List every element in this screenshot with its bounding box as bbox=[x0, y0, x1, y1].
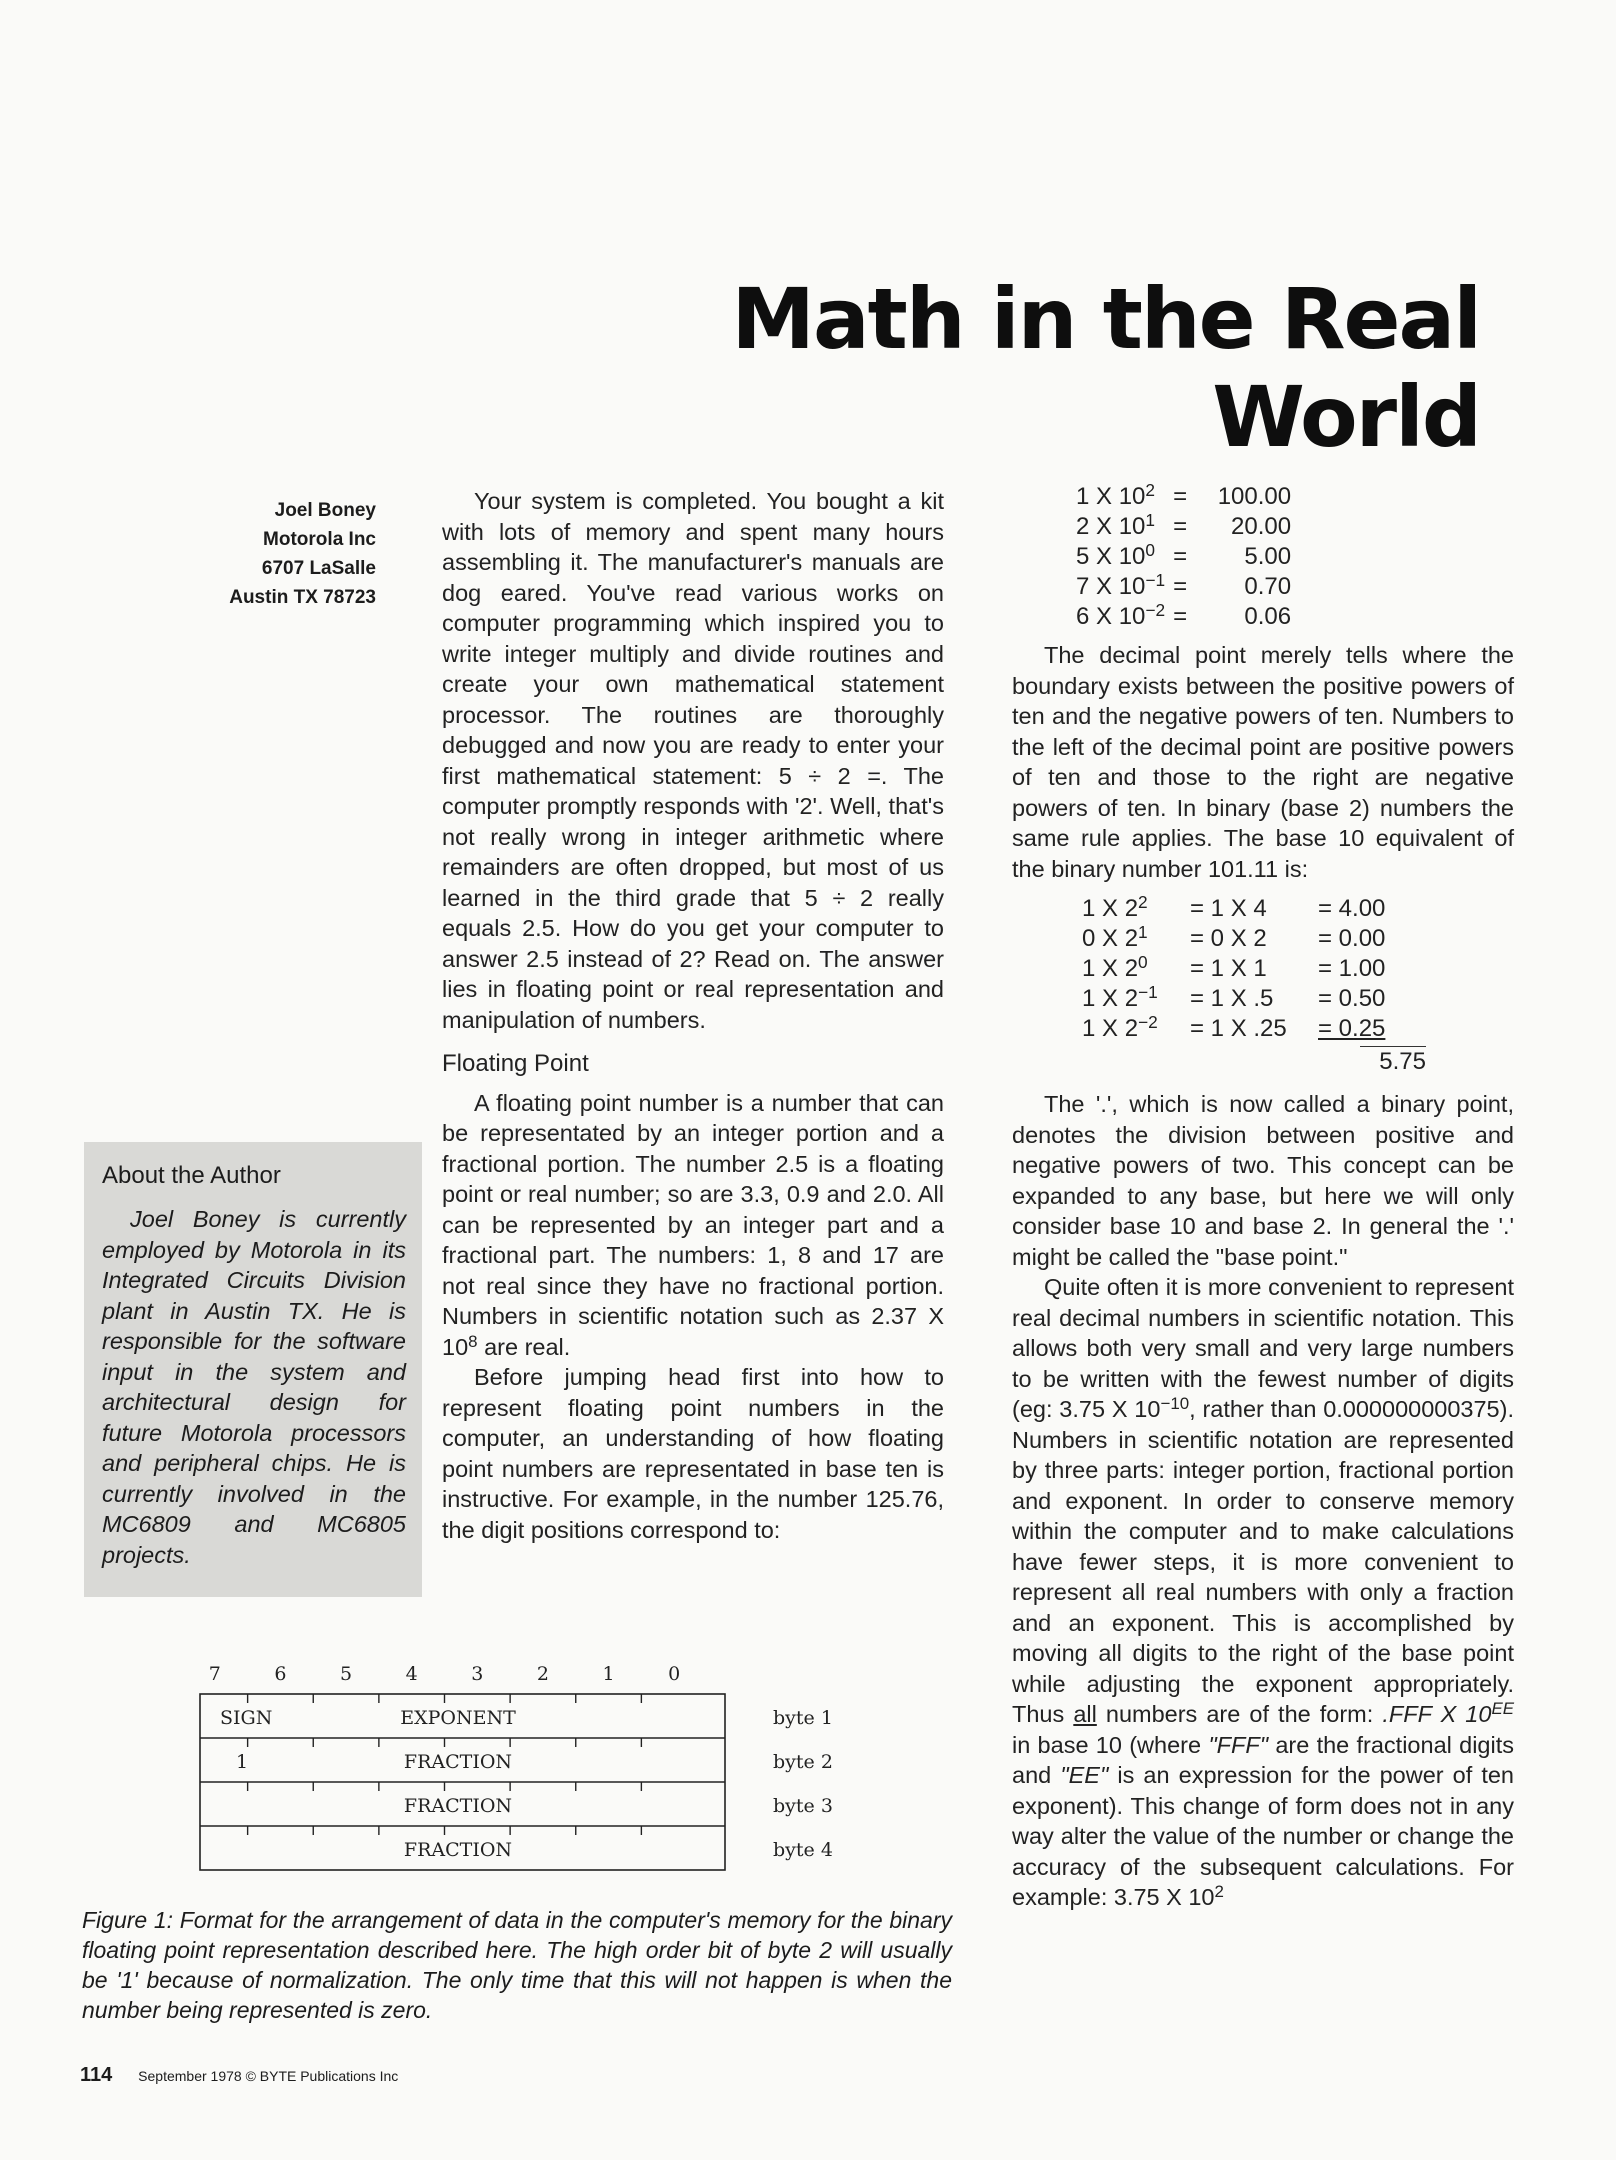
decimal-row: 5 X $10^0$ = 5.00 bbox=[1076, 540, 1292, 570]
binary-point-paragraph: The '.', which is now called a binary point, denotes the division between positive and negative powers of two. This concept can be expanded to any base, but here we will only consider base 10 and base 2. In general the '.' might be called the "base point." bbox=[1012, 1091, 1514, 1270]
row-field-label: FRACTION bbox=[403, 1795, 513, 1817]
intro-paragraph: Your system is completed. You bought a kit with lots of memory and spent many hours assembling it. The manufacturer's manuals are dog eared. You've read various works on computer programming which inspired you to write integer multiply and divide routines and create your own mathematical statement processor. The routines are thoroughly debugged and now you are ready to enter your first mathematical statement: 5 ÷ 2 =. The computer promptly responds with '2'. Well, that's not really wrong in integer arithmetic where remainders are often dropped, but most of us learned in the third grade that 5 ÷ 2 really equals 2.5. How do you get your computer to answer 2.5 instead of 2? Read on. The answer lies in floating point or real representation and manipulation of numbers. bbox=[442, 488, 944, 1033]
author-city: Austin TX 78723 bbox=[229, 587, 376, 608]
figure-1-caption: Figure 1: Format for the arrangement of data in the computer's memory for the binary floating point representation described here. The high order bit of byte 2 will usually be '1' because of normalization. The only time that this will not happen is when the number being represented is zero. bbox=[82, 1907, 952, 2023]
article-column-1 bbox=[442, 486, 944, 1545]
binary-row: 1 X $2^2$ = 1 X 4 = 4.00 bbox=[1082, 892, 1386, 922]
decimal-row: 6 X $10^{-2}$ = 0.06 bbox=[1076, 600, 1292, 630]
author-street: 6707 LaSalle bbox=[261, 558, 376, 579]
bit-label: 1 bbox=[602, 1663, 615, 1685]
figure-1-byte-layout bbox=[198, 1650, 878, 1900]
binary-row: 1 X $2^{-1}$ = 1 X .5 = 0.50 bbox=[1082, 982, 1386, 1012]
row-left-label: SIGN bbox=[220, 1707, 273, 1729]
scientific-notation-paragraph: Quite often it is more convenient to represent real decimal numbers in scientific notation. This allows both very small and very large numbers to be written with the fewest number of digits (eg: 3.75 X $10^{-10}$, rather than 0.000000000375). Numbers in scientific notation are represented by three parts: integer portion, fractional portion and exponent. In order to conserve memory within the computer and to make calculations have fewer steps, it is more convenient to represent all real numbers with only a fraction and an exponent. This is accomplished by moving all digits to the right of the base point while adjusting the exponent appropriately. Thus all numbers are of the form: .FFF X $10^{EE}$ in base 10 (where "FFF" are the fractional digits and "EE" is an expression for the power of ten exponent). This change of form does not in any way alter the value of the number or change the accuracy of the subsequent calculations. For example: 3.75 X $10^2$ bbox=[1012, 1274, 1514, 1910]
row-field-label: FRACTION bbox=[403, 1839, 513, 1861]
footer-credit: September 1978 © BYTE Publications Inc bbox=[138, 2068, 399, 2084]
bit-label: 7 bbox=[208, 1663, 221, 1685]
about-text: Joel Boney is currently employed by Motorola in its Integrated Circuits Division plant in Austin TX. He is responsible for the software input in the system and architectural design for future Motorola processors and peripheral chips. He is currently involved in the MC6809 and MC6805 projects. bbox=[102, 1206, 406, 1568]
binary-row: 0 X $2^1$ = 0 X 2 = 0.00 bbox=[1082, 922, 1386, 952]
row-field-label: FRACTION bbox=[403, 1751, 513, 1773]
binary-row: 1 X $2^0$ = 1 X 1 = 1.00 bbox=[1082, 952, 1386, 982]
decimal-row: 2 X $10^1$ = 20.00 bbox=[1076, 510, 1292, 540]
bit-label: 3 bbox=[471, 1663, 484, 1685]
about-the-author-box bbox=[84, 1142, 422, 1597]
page-title: Math in the Real World bbox=[731, 270, 1480, 466]
figure-1-diagram bbox=[198, 1650, 878, 1900]
bit-label: 4 bbox=[405, 1663, 418, 1685]
byte-label: byte 4 bbox=[773, 1839, 833, 1861]
bit-label: 5 bbox=[340, 1663, 353, 1685]
binary-expansion-table bbox=[1078, 894, 1389, 1044]
row-left-label: 1 bbox=[236, 1751, 249, 1773]
decimal-row: 1 X $10^2$ = 100.00 bbox=[1076, 480, 1292, 510]
article-column-2 bbox=[1012, 482, 1514, 1913]
page-footer bbox=[80, 2064, 398, 2087]
floating-point-paragraph-1: A floating point number is a number that can be representated by an integer portion and a fractional portion. The number 2.5 is a floating point or real number; so are 3.3, 0.9 and 2.0. All can be represented by an integer part and a fractional part. The numbers: 1, 8 and 17 are not real since they have no fractional portion. Numbers in scientific notation such as 2.37 X $10^8$ are real. bbox=[442, 1089, 944, 1360]
binary-row: 1 X $2^{-2}$ = 1 X .25 = 0.25 bbox=[1082, 1012, 1386, 1042]
byte-label: byte 1 bbox=[773, 1707, 833, 1729]
binary-total: 5.75 bbox=[1360, 1046, 1426, 1077]
row-field-label: EXPONENT bbox=[400, 1707, 516, 1729]
bit-label: 2 bbox=[536, 1663, 549, 1685]
decimal-row: 7 X $10^{-1}$ = 0.70 bbox=[1076, 570, 1292, 600]
bit-label: 6 bbox=[274, 1663, 287, 1685]
decimal-point-paragraph: The decimal point merely tells where the boundary exists between the positive powers of ten and the negative powers of ten. Numbers to the left of the decimal point are positive powers of ten and those to the right are negative powers of ten. In binary (base 2) numbers the same rule applies. The base 10 equivalent of the binary number 101.11 is: bbox=[1012, 642, 1514, 882]
byte-label: byte 3 bbox=[773, 1795, 833, 1817]
bit-label: 0 bbox=[668, 1663, 681, 1685]
author-company: Motorola Inc bbox=[263, 529, 376, 550]
about-heading: About the Author bbox=[102, 1162, 281, 1189]
author-block bbox=[170, 496, 376, 612]
byte-label: byte 2 bbox=[773, 1751, 833, 1773]
floating-point-paragraph-2: Before jumping head first into how to represent floating point numbers in the computer, an understanding of how floating point numbers are representated in base ten is instructive. For example, in the number 125.76, the digit positions correspond to: bbox=[442, 1364, 944, 1543]
decimal-powers-table bbox=[1072, 482, 1295, 632]
page-number: 114 bbox=[80, 2064, 113, 2086]
author-name: Joel Boney bbox=[274, 500, 376, 521]
section-heading-floating-point: Floating Point bbox=[442, 1050, 589, 1077]
